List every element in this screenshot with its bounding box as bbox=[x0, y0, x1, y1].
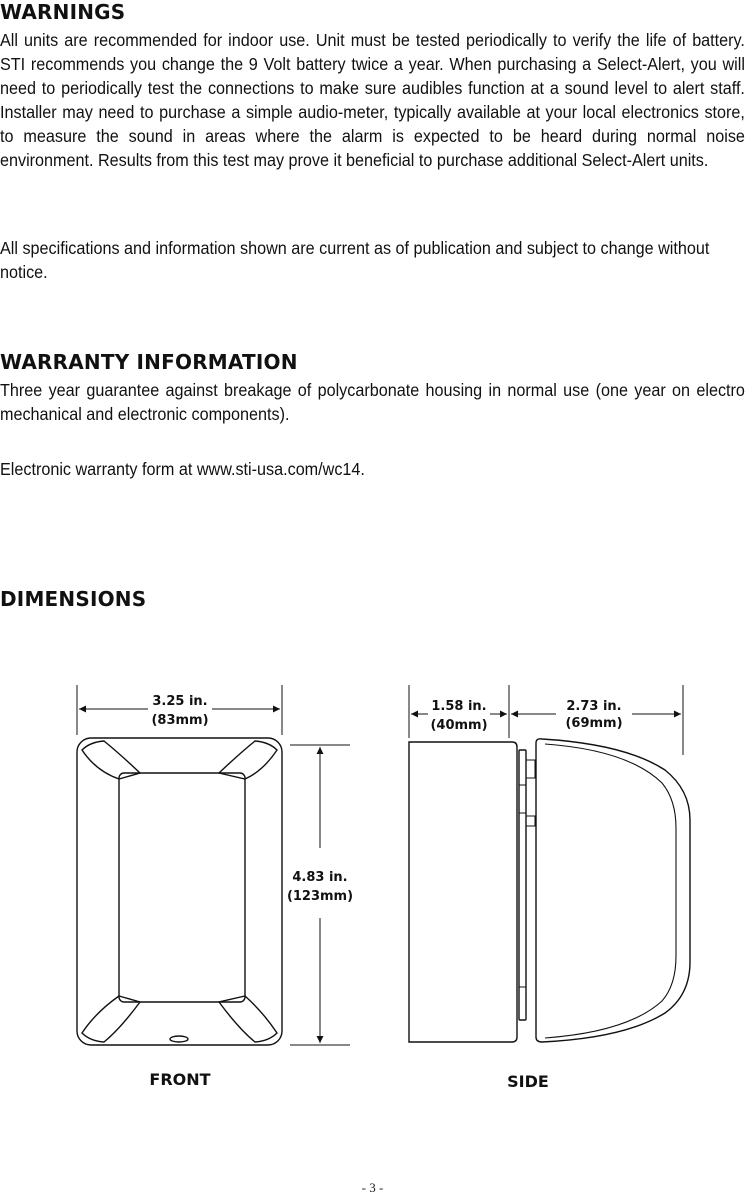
front-housing-outline bbox=[77, 738, 282, 1045]
screw-hole bbox=[170, 1036, 188, 1042]
side-view bbox=[409, 685, 690, 1042]
front-height-inches: 4.83 in. bbox=[292, 870, 348, 885]
page-number: - 3 - bbox=[361, 1180, 384, 1195]
side-base-outline bbox=[409, 742, 517, 1042]
front-view bbox=[77, 685, 350, 1045]
warnings-heading: WARNINGS bbox=[0, 0, 126, 24]
warranty-paragraph: Three year guarantee against breakage of polycarbonate housing in normal use (one year on electro mechanical and electronic components). bbox=[0, 380, 745, 424]
warranty-form-link-text: Electronic warranty form at www.sti-usa.com/wc14. bbox=[0, 459, 365, 479]
side-base-depth-inches: 1.58 in. bbox=[431, 699, 487, 714]
dimensions-heading: DIMENSIONS bbox=[0, 587, 147, 611]
side-cover-depth-mm: (69mm) bbox=[565, 716, 623, 731]
side-cover-depth-inches: 2.73 in. bbox=[566, 699, 622, 714]
warranty-heading: WARRANTY INFORMATION bbox=[0, 350, 298, 374]
front-width-inches: 3.25 in. bbox=[152, 694, 208, 709]
side-cover-dome bbox=[536, 739, 690, 1042]
side-view-label: SIDE bbox=[507, 1072, 549, 1091]
dimensions-diagram bbox=[0, 640, 745, 1110]
specifications-notice: All specifications and information shown are current as of publication and subject to change without notice. bbox=[0, 238, 710, 282]
side-spacer-strip bbox=[519, 750, 526, 1020]
front-view-label: FRONT bbox=[149, 1070, 211, 1089]
side-base-depth-mm: (40mm) bbox=[430, 718, 488, 733]
warnings-paragraph: All units are recommended for indoor use. Unit must be tested periodically to verify the life of battery. STI recommends you change the 9 Volt battery twice a year. When purchasing a Select-Alert, you will need to periodically test the connections to make sure audibles function at a sound level to alert staff. Installer may need to purchase a simple audio-meter, typically available at your local electronics store, to measure the sound in areas where the alarm is expected to be heard during normal noise environment. Results from this test may prove it beneficial to purchase additional Select-Alert units. bbox=[0, 30, 745, 170]
front-height-mm: (123mm) bbox=[286, 889, 354, 904]
front-width-mm: (83mm) bbox=[151, 713, 209, 728]
front-face-panel bbox=[119, 773, 245, 1002]
